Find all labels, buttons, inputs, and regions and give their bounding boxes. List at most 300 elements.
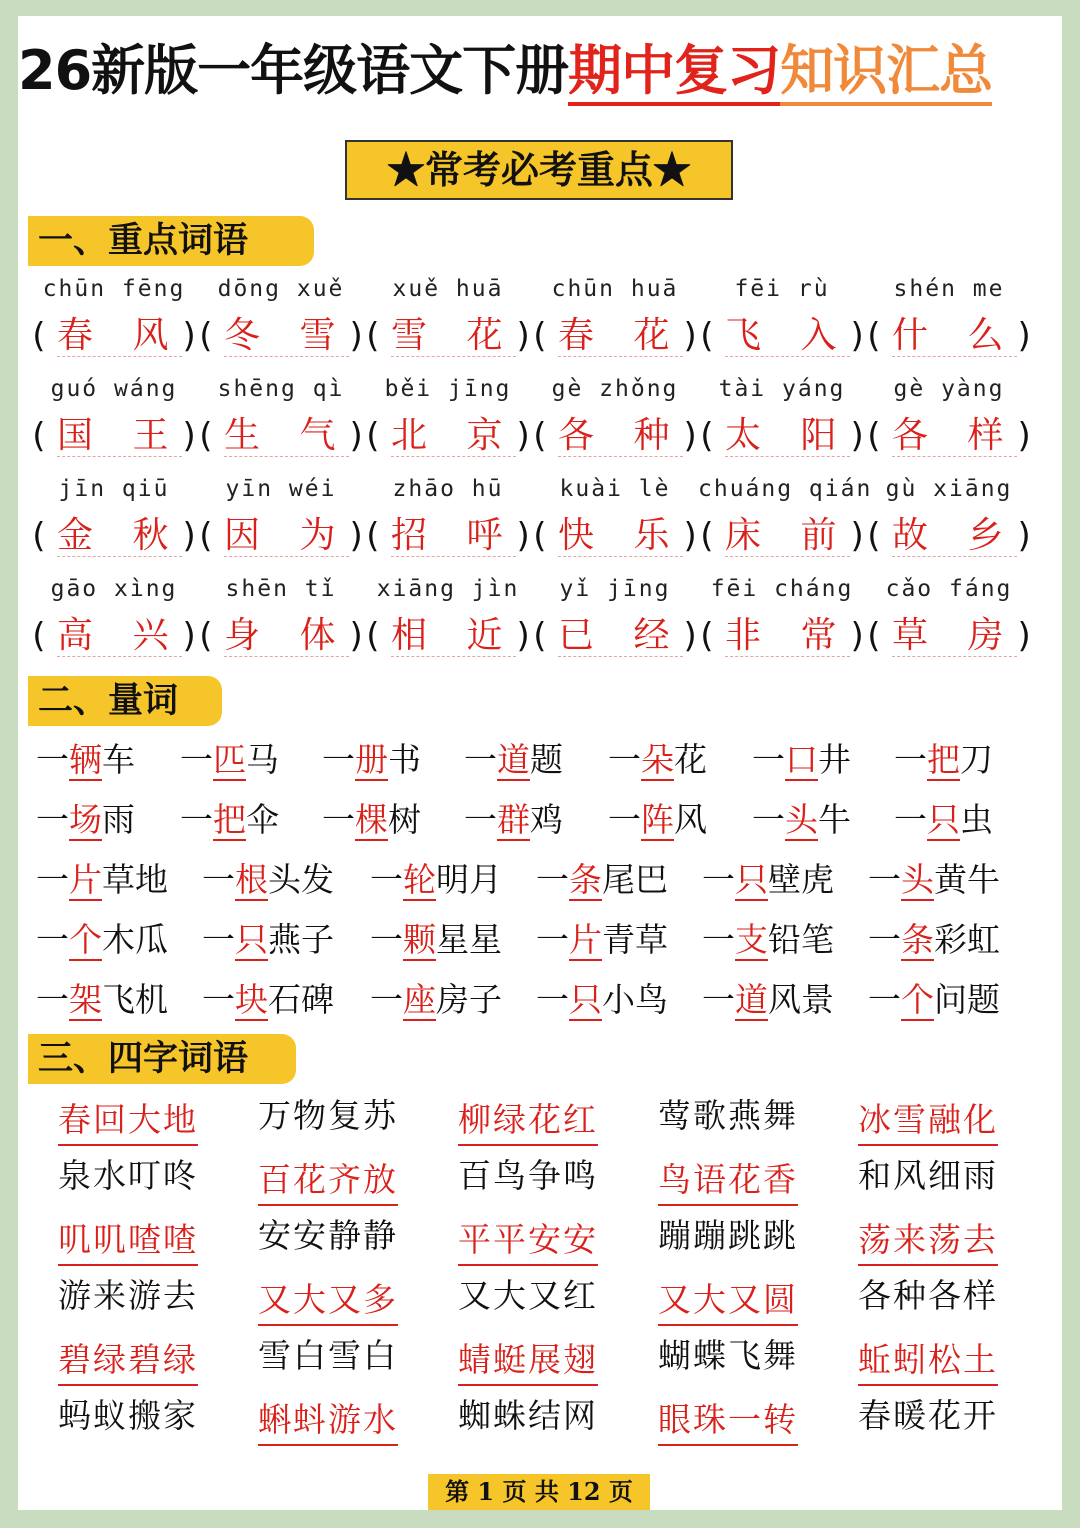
key-word-item bbox=[531, 572, 699, 666]
measure-word: 条 bbox=[901, 920, 934, 959]
idiom-item: 雪白雪白 bbox=[258, 1336, 398, 1375]
hanzi-answer: 草 房 bbox=[892, 615, 1018, 656]
measure-word-item bbox=[536, 910, 668, 970]
key-word-item bbox=[531, 472, 699, 566]
idiom-item: 百鸟争鸣 bbox=[458, 1156, 598, 1195]
measure-word-item bbox=[608, 790, 707, 850]
measure-word-item bbox=[536, 970, 668, 1030]
numeral: 一 bbox=[322, 800, 355, 839]
hanzi-answer: 北 京 bbox=[391, 415, 517, 456]
idiom-item: 春回大地 bbox=[58, 1096, 198, 1146]
close-paren: ) bbox=[1017, 516, 1031, 556]
pinyin: dōng xuě bbox=[217, 276, 345, 302]
measure-word: 道 bbox=[735, 980, 768, 1019]
pinyin: xiāng jìn bbox=[376, 576, 520, 602]
measure-word-item bbox=[464, 730, 563, 790]
measure-word-item bbox=[894, 790, 993, 850]
hanzi-answer: 因 为 bbox=[224, 515, 350, 556]
measure-word: 颗 bbox=[403, 920, 436, 959]
measure-word: 片 bbox=[69, 860, 102, 899]
hanzi-word bbox=[364, 306, 532, 366]
numeral: 一 bbox=[370, 860, 403, 899]
idiom-item: 又大又红 bbox=[458, 1276, 598, 1315]
open-paren: ( bbox=[366, 616, 380, 656]
numeral: 一 bbox=[608, 740, 641, 779]
close-paren: ) bbox=[182, 416, 196, 456]
hanzi-word bbox=[30, 406, 198, 466]
measure-word: 把 bbox=[213, 800, 246, 839]
noun: 尾巴 bbox=[602, 860, 668, 899]
key-word-item bbox=[531, 372, 699, 466]
hanzi-answer: 招 呼 bbox=[391, 515, 517, 556]
noun: 铅笔 bbox=[768, 920, 834, 959]
close-paren: ) bbox=[850, 516, 864, 556]
measure-word: 个 bbox=[69, 920, 102, 959]
hanzi-answer: 各 样 bbox=[892, 415, 1018, 456]
key-word-item bbox=[531, 272, 699, 366]
pinyin: gè yàng bbox=[893, 376, 1005, 402]
pinyin: shén me bbox=[893, 276, 1005, 302]
noun: 飞机 bbox=[102, 980, 168, 1019]
pinyin: shēng qì bbox=[217, 376, 345, 402]
noun: 牛 bbox=[818, 800, 851, 839]
numeral: 一 bbox=[536, 980, 569, 1019]
noun: 石碑 bbox=[268, 980, 334, 1019]
pinyin: běi jīng bbox=[384, 376, 512, 402]
key-word-item bbox=[30, 572, 198, 666]
numeral: 一 bbox=[702, 920, 735, 959]
noun: 燕子 bbox=[268, 920, 334, 959]
idiom-item: 春暖花开 bbox=[858, 1396, 998, 1435]
pinyin: tài yáng bbox=[718, 376, 846, 402]
hanzi-word bbox=[197, 406, 365, 466]
open-paren: ( bbox=[199, 416, 213, 456]
measure-word-item bbox=[370, 850, 502, 910]
hanzi-word bbox=[531, 406, 699, 466]
pinyin: chuáng qián bbox=[698, 476, 873, 502]
hanzi-answer: 太 阳 bbox=[725, 415, 851, 456]
idiom-item: 柳绿花红 bbox=[458, 1096, 598, 1146]
open-paren: ( bbox=[533, 316, 547, 356]
key-word-item bbox=[865, 272, 1033, 366]
idiom-item: 荡来荡去 bbox=[858, 1216, 998, 1266]
numeral: 一 bbox=[608, 800, 641, 839]
numeral: 一 bbox=[868, 860, 901, 899]
noun: 壁虎 bbox=[768, 860, 834, 899]
open-paren: ( bbox=[32, 316, 46, 356]
measure-word: 根 bbox=[235, 860, 268, 899]
idiom-item: 安安静静 bbox=[258, 1216, 398, 1255]
numeral: 一 bbox=[180, 800, 213, 839]
noun: 头发 bbox=[268, 860, 334, 899]
measure-word-item bbox=[868, 970, 1000, 1030]
noun: 刀 bbox=[960, 740, 993, 779]
title-highlight-orange: 知识汇总 bbox=[780, 39, 992, 106]
open-paren: ( bbox=[366, 516, 380, 556]
hanzi-word bbox=[698, 406, 866, 466]
measure-word: 支 bbox=[735, 920, 768, 959]
open-paren: ( bbox=[366, 316, 380, 356]
key-word-item bbox=[364, 572, 532, 666]
numeral: 一 bbox=[702, 980, 735, 1019]
measure-word: 棵 bbox=[355, 800, 388, 839]
measure-word: 只 bbox=[735, 860, 768, 899]
numeral: 一 bbox=[370, 980, 403, 1019]
idiom-item: 蚂蚁搬家 bbox=[58, 1396, 198, 1435]
idiom-item: 叽叽喳喳 bbox=[58, 1216, 198, 1266]
noun: 马 bbox=[246, 740, 279, 779]
noun: 题 bbox=[530, 740, 563, 779]
noun: 书 bbox=[388, 740, 421, 779]
noun: 明月 bbox=[436, 860, 502, 899]
close-paren: ) bbox=[516, 616, 530, 656]
hanzi-word bbox=[531, 306, 699, 366]
title-highlight-red: 期中复习 bbox=[568, 39, 780, 106]
key-word-item bbox=[698, 472, 873, 566]
page-title bbox=[18, 36, 1078, 106]
pinyin: gāo xìng bbox=[50, 576, 178, 602]
numeral: 一 bbox=[370, 920, 403, 959]
key-word-item bbox=[865, 572, 1033, 666]
open-paren: ( bbox=[700, 516, 714, 556]
idiom-item: 平平安安 bbox=[458, 1216, 598, 1266]
hanzi-word bbox=[698, 606, 866, 666]
measure-word-item bbox=[370, 970, 502, 1030]
measure-word-item bbox=[36, 910, 168, 970]
open-paren: ( bbox=[199, 616, 213, 656]
measure-word-item bbox=[202, 910, 334, 970]
idiom-item: 蜻蜓展翅 bbox=[458, 1336, 598, 1386]
open-paren: ( bbox=[867, 516, 881, 556]
idiom-item: 鸟语花香 bbox=[658, 1156, 798, 1206]
numeral: 一 bbox=[202, 980, 235, 1019]
measure-word-item bbox=[180, 730, 279, 790]
numeral: 一 bbox=[180, 740, 213, 779]
pinyin: fēi cháng bbox=[710, 576, 854, 602]
hanzi-word bbox=[531, 606, 699, 666]
idiom-item: 泉水叮咚 bbox=[58, 1156, 198, 1195]
idiom-item: 蚯蚓松土 bbox=[858, 1336, 998, 1386]
noun: 小鸟 bbox=[602, 980, 668, 1019]
idiom-item: 蝴蝶飞舞 bbox=[658, 1336, 798, 1375]
open-paren: ( bbox=[533, 616, 547, 656]
hanzi-answer: 故 乡 bbox=[892, 515, 1018, 556]
hanzi-answer: 雪 花 bbox=[391, 315, 517, 356]
hanzi-answer: 春 花 bbox=[558, 315, 684, 356]
section-heading-measure-words: 二、量词 bbox=[28, 676, 222, 726]
numeral: 一 bbox=[36, 800, 69, 839]
numeral: 一 bbox=[36, 860, 69, 899]
key-word-item bbox=[698, 372, 866, 466]
open-paren: ( bbox=[533, 516, 547, 556]
measure-word: 群 bbox=[497, 800, 530, 839]
measure-word-item bbox=[702, 970, 834, 1030]
measure-word: 个 bbox=[901, 980, 934, 1019]
noun: 花 bbox=[674, 740, 707, 779]
close-paren: ) bbox=[182, 616, 196, 656]
noun: 树 bbox=[388, 800, 421, 839]
open-paren: ( bbox=[32, 616, 46, 656]
close-paren: ) bbox=[1017, 616, 1031, 656]
close-paren: ) bbox=[850, 616, 864, 656]
numeral: 一 bbox=[36, 920, 69, 959]
hanzi-answer: 冬 雪 bbox=[224, 315, 350, 356]
key-word-item bbox=[197, 572, 365, 666]
numeral: 一 bbox=[868, 920, 901, 959]
close-paren: ) bbox=[683, 516, 697, 556]
hanzi-word bbox=[364, 406, 532, 466]
measure-word-item bbox=[36, 730, 135, 790]
pinyin: shēn tǐ bbox=[225, 576, 337, 602]
noun: 星星 bbox=[436, 920, 502, 959]
measure-word-item bbox=[868, 850, 1000, 910]
measure-word-item bbox=[180, 790, 279, 850]
close-paren: ) bbox=[349, 316, 363, 356]
open-paren: ( bbox=[32, 416, 46, 456]
pinyin: yǐ jīng bbox=[559, 576, 671, 602]
close-paren: ) bbox=[516, 416, 530, 456]
numeral: 一 bbox=[36, 980, 69, 1019]
key-word-item bbox=[865, 372, 1033, 466]
hanzi-answer: 快 乐 bbox=[558, 515, 684, 556]
key-word-item bbox=[698, 272, 866, 366]
noun: 草地 bbox=[102, 860, 168, 899]
noun: 房子 bbox=[436, 980, 502, 1019]
noun: 彩虹 bbox=[934, 920, 1000, 959]
close-paren: ) bbox=[349, 616, 363, 656]
key-word-item bbox=[30, 272, 198, 366]
pinyin: jīn qiū bbox=[58, 476, 170, 502]
measure-word: 轮 bbox=[403, 860, 436, 899]
hanzi-word bbox=[364, 506, 532, 566]
numeral: 一 bbox=[202, 860, 235, 899]
key-points-banner: ★常考必考重点★ bbox=[345, 140, 733, 200]
measure-word: 册 bbox=[355, 740, 388, 779]
noun: 青草 bbox=[602, 920, 668, 959]
idiom-item: 碧绿碧绿 bbox=[58, 1336, 198, 1386]
hanzi-word bbox=[865, 506, 1033, 566]
measure-word-item bbox=[752, 790, 851, 850]
measure-word: 头 bbox=[785, 800, 818, 839]
numeral: 一 bbox=[702, 860, 735, 899]
noun: 木瓜 bbox=[102, 920, 168, 959]
idiom-item: 蝌蚪游水 bbox=[258, 1396, 398, 1446]
open-paren: ( bbox=[366, 416, 380, 456]
title-main: 26新版一年级语文下册 bbox=[18, 39, 569, 102]
key-word-item bbox=[364, 472, 532, 566]
close-paren: ) bbox=[1017, 416, 1031, 456]
measure-word: 辆 bbox=[69, 740, 102, 779]
measure-word-item bbox=[702, 910, 834, 970]
pinyin: xuě huā bbox=[392, 276, 504, 302]
close-paren: ) bbox=[182, 516, 196, 556]
measure-word-item bbox=[894, 730, 993, 790]
close-paren: ) bbox=[516, 516, 530, 556]
pinyin: kuài lè bbox=[559, 476, 671, 502]
open-paren: ( bbox=[32, 516, 46, 556]
open-paren: ( bbox=[199, 516, 213, 556]
idiom-item: 蹦蹦跳跳 bbox=[658, 1216, 798, 1255]
hanzi-word bbox=[197, 606, 365, 666]
open-paren: ( bbox=[533, 416, 547, 456]
numeral: 一 bbox=[36, 740, 69, 779]
idiom-item: 又大又圆 bbox=[658, 1276, 798, 1326]
noun: 伞 bbox=[246, 800, 279, 839]
close-paren: ) bbox=[850, 416, 864, 456]
measure-word-item bbox=[202, 970, 334, 1030]
noun: 风景 bbox=[768, 980, 834, 1019]
close-paren: ) bbox=[683, 616, 697, 656]
measure-word-item bbox=[322, 730, 421, 790]
section-heading-key-words: 一、重点词语 bbox=[28, 216, 314, 266]
close-paren: ) bbox=[683, 316, 697, 356]
pinyin: yīn wéi bbox=[225, 476, 337, 502]
pinyin: chūn fēng bbox=[42, 276, 186, 302]
idiom-item: 又大又多 bbox=[258, 1276, 398, 1326]
hanzi-answer: 金 秋 bbox=[57, 515, 183, 556]
key-word-item bbox=[197, 472, 365, 566]
open-paren: ( bbox=[199, 316, 213, 356]
close-paren: ) bbox=[516, 316, 530, 356]
idiom-item: 莺歌燕舞 bbox=[658, 1096, 798, 1135]
measure-word-item bbox=[868, 910, 1000, 970]
numeral: 一 bbox=[464, 740, 497, 779]
hanzi-answer: 已 经 bbox=[558, 615, 684, 656]
hanzi-word bbox=[531, 506, 699, 566]
idiom-item: 冰雪融化 bbox=[858, 1096, 998, 1146]
measure-word-item bbox=[536, 850, 668, 910]
idiom-item: 百花齐放 bbox=[258, 1156, 398, 1206]
hanzi-word bbox=[197, 506, 365, 566]
key-word-item bbox=[364, 372, 532, 466]
key-word-item bbox=[197, 372, 365, 466]
numeral: 一 bbox=[894, 800, 927, 839]
key-word-item bbox=[364, 272, 532, 366]
hanzi-word bbox=[865, 306, 1033, 366]
noun: 车 bbox=[102, 740, 135, 779]
section-heading-four-char-idioms: 三、四字词语 bbox=[28, 1034, 296, 1084]
close-paren: ) bbox=[1017, 316, 1031, 356]
numeral: 一 bbox=[536, 920, 569, 959]
measure-word: 匹 bbox=[213, 740, 246, 779]
open-paren: ( bbox=[700, 316, 714, 356]
open-paren: ( bbox=[867, 616, 881, 656]
pinyin: chūn huā bbox=[551, 276, 679, 302]
pinyin: cǎo fáng bbox=[885, 576, 1013, 602]
noun: 虫 bbox=[960, 800, 993, 839]
open-paren: ( bbox=[700, 616, 714, 656]
measure-word: 只 bbox=[235, 920, 268, 959]
open-paren: ( bbox=[867, 416, 881, 456]
measure-word-item bbox=[36, 970, 168, 1030]
measure-word: 架 bbox=[69, 980, 102, 1019]
hanzi-word bbox=[698, 506, 866, 566]
measure-word: 口 bbox=[785, 740, 818, 779]
noun: 黄牛 bbox=[934, 860, 1000, 899]
noun: 问题 bbox=[934, 980, 1000, 1019]
numeral: 一 bbox=[752, 800, 785, 839]
measure-word: 阵 bbox=[641, 800, 674, 839]
hanzi-answer: 飞 入 bbox=[725, 315, 851, 356]
measure-word: 头 bbox=[901, 860, 934, 899]
measure-word: 座 bbox=[403, 980, 436, 1019]
measure-word-item bbox=[36, 850, 168, 910]
hanzi-word bbox=[30, 606, 198, 666]
measure-word: 只 bbox=[927, 800, 960, 839]
hanzi-word bbox=[30, 306, 198, 366]
hanzi-word bbox=[197, 306, 365, 366]
noun: 风 bbox=[674, 800, 707, 839]
pinyin: fēi rù bbox=[734, 276, 830, 302]
idiom-item: 眼珠一转 bbox=[658, 1396, 798, 1446]
hanzi-word bbox=[698, 306, 866, 366]
measure-word-item bbox=[752, 730, 851, 790]
hanzi-answer: 国 王 bbox=[57, 415, 183, 456]
key-word-item bbox=[698, 572, 866, 666]
close-paren: ) bbox=[850, 316, 864, 356]
measure-word-item bbox=[36, 790, 135, 850]
key-word-item bbox=[30, 372, 198, 466]
hanzi-answer: 身 体 bbox=[224, 615, 350, 656]
measure-word: 条 bbox=[569, 860, 602, 899]
numeral: 一 bbox=[752, 740, 785, 779]
measure-word: 块 bbox=[235, 980, 268, 1019]
measure-word-item bbox=[322, 790, 421, 850]
numeral: 一 bbox=[536, 860, 569, 899]
numeral: 一 bbox=[202, 920, 235, 959]
open-paren: ( bbox=[700, 416, 714, 456]
close-paren: ) bbox=[683, 416, 697, 456]
hanzi-answer: 什 么 bbox=[892, 315, 1018, 356]
numeral: 一 bbox=[894, 740, 927, 779]
noun: 鸡 bbox=[530, 800, 563, 839]
noun: 雨 bbox=[102, 800, 135, 839]
idiom-item: 万物复苏 bbox=[258, 1096, 398, 1135]
measure-word-item bbox=[608, 730, 707, 790]
pinyin: guó wáng bbox=[50, 376, 178, 402]
hanzi-answer: 高 兴 bbox=[57, 615, 183, 656]
close-paren: ) bbox=[349, 516, 363, 556]
pinyin: gè zhǒng bbox=[551, 376, 679, 402]
measure-word-item bbox=[202, 850, 334, 910]
hanzi-word bbox=[364, 606, 532, 666]
measure-word: 场 bbox=[69, 800, 102, 839]
measure-word-item bbox=[702, 850, 834, 910]
numeral: 一 bbox=[868, 980, 901, 1019]
idiom-item: 各种各样 bbox=[858, 1276, 998, 1315]
hanzi-word bbox=[30, 506, 198, 566]
idiom-item: 和风细雨 bbox=[858, 1156, 998, 1195]
measure-word: 道 bbox=[497, 740, 530, 779]
measure-word-item bbox=[464, 790, 563, 850]
idiom-item: 蜘蛛结网 bbox=[458, 1396, 598, 1435]
measure-word: 只 bbox=[569, 980, 602, 1019]
hanzi-answer: 床 前 bbox=[725, 515, 851, 556]
hanzi-answer: 各 种 bbox=[558, 415, 684, 456]
pinyin: gù xiāng bbox=[885, 476, 1013, 502]
measure-word: 朵 bbox=[641, 740, 674, 779]
numeral: 一 bbox=[464, 800, 497, 839]
open-paren: ( bbox=[867, 316, 881, 356]
page-number: 第 1 页 共 12 页 bbox=[428, 1474, 650, 1510]
hanzi-word bbox=[865, 406, 1033, 466]
hanzi-answer: 相 近 bbox=[391, 615, 517, 656]
hanzi-answer: 春 风 bbox=[57, 315, 183, 356]
close-paren: ) bbox=[182, 316, 196, 356]
key-word-item bbox=[197, 272, 365, 366]
measure-word: 把 bbox=[927, 740, 960, 779]
hanzi-answer: 生 气 bbox=[224, 415, 350, 456]
